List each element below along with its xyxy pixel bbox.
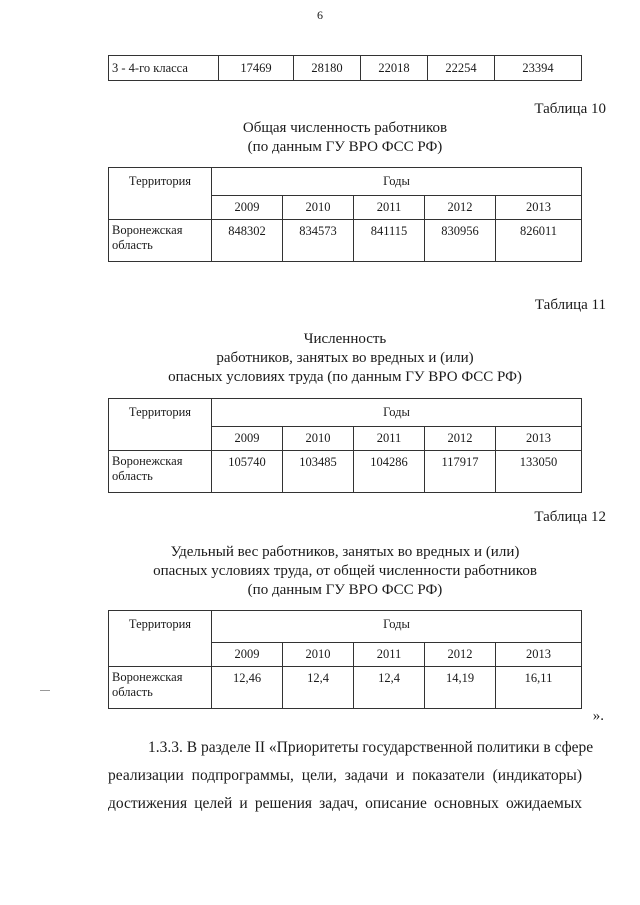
hazardous-workers-table: [108, 398, 582, 493]
region-cell: [109, 667, 212, 709]
table-caption: Таблица 12: [534, 509, 606, 525]
value-cell: 22254: [428, 56, 495, 81]
column-header-territory: Территория: [109, 168, 212, 220]
table-header-row: [109, 168, 582, 196]
table-title: [110, 543, 580, 600]
year-cell: 2013: [496, 427, 582, 451]
year-cell: 2009: [212, 427, 283, 451]
year-cell: 2012: [425, 427, 496, 451]
value-cell: 105740: [212, 451, 283, 493]
value-cell: 17469: [219, 56, 294, 81]
table-header-row: [109, 611, 582, 643]
hazardous-share-table: [108, 610, 582, 709]
table-header-row: [109, 399, 582, 427]
table-title-line: работников, занятых во вредных и (или): [216, 350, 474, 366]
value-cell: 104286: [354, 451, 425, 493]
value-cell: 23394: [495, 56, 582, 81]
value-cell: 22018: [361, 56, 428, 81]
year-cell: 2012: [425, 643, 496, 667]
year-cell: 2010: [283, 427, 354, 451]
region-line: Воронежская: [112, 670, 183, 684]
table-row: [109, 56, 582, 81]
table-title-line: (по данным ГУ ВРО ФСС РФ): [247, 139, 443, 155]
value-cell: 16,11: [496, 667, 582, 709]
value-cell: 12,46: [212, 667, 283, 709]
region-line: Воронежская: [112, 223, 183, 237]
table-caption: Таблица 11: [534, 297, 606, 313]
page-number: 6: [317, 8, 323, 22]
column-header-years: Годы: [212, 611, 582, 643]
year-cell: 2013: [496, 643, 582, 667]
region-cell: [109, 220, 212, 262]
table-row: [109, 667, 582, 709]
value-cell: 12,4: [354, 667, 425, 709]
table-title-line: опасных условиях труда, от общей численности работников: [153, 563, 537, 579]
row-label: 3 - 4-го класса: [109, 56, 219, 81]
paragraph-line: 1.3.3. В разделе II «Приоритеты государственной политики в сфере: [148, 739, 594, 756]
table-caption: Таблица 10: [534, 101, 606, 117]
year-cell: 2010: [283, 196, 354, 220]
year-cell: 2012: [425, 196, 496, 220]
workers-total-table: [108, 167, 582, 262]
table-title-line: опасных условиях труда (по данным ГУ ВРО ФСС РФ): [168, 369, 522, 385]
value-cell: 12,4: [283, 667, 354, 709]
year-cell: 2010: [283, 643, 354, 667]
region-line: область: [112, 469, 153, 483]
value-cell: 28180: [294, 56, 361, 81]
value-cell: 133050: [496, 451, 582, 493]
value-cell: 848302: [212, 220, 283, 262]
value-cell: 841115: [354, 220, 425, 262]
table-title: [110, 119, 580, 157]
value-cell: 103485: [283, 451, 354, 493]
column-header-territory: Территория: [109, 399, 212, 451]
year-cell: 2011: [354, 427, 425, 451]
value-cell: 14,19: [425, 667, 496, 709]
previous-table-fragment: [108, 55, 582, 81]
paragraph-line: достижения целей и решения задач, описание основных ожидаемых: [108, 795, 582, 812]
year-cell: 2009: [212, 196, 283, 220]
table-title: [110, 330, 580, 387]
region-line: область: [112, 685, 153, 699]
year-cell: 2009: [212, 643, 283, 667]
value-cell: 826011: [496, 220, 582, 262]
table-title-line: (по данным ГУ ВРО ФСС РФ): [247, 582, 443, 598]
column-header-years: Годы: [212, 399, 582, 427]
value-cell: 830956: [425, 220, 496, 262]
region-line: Воронежская: [112, 454, 183, 468]
margin-mark: [40, 690, 50, 691]
year-cell: 2011: [354, 643, 425, 667]
value-cell: 834573: [283, 220, 354, 262]
year-cell: 2011: [354, 196, 425, 220]
value-cell: 117917: [425, 451, 496, 493]
table-row: [109, 451, 582, 493]
table-row: [109, 220, 582, 262]
table-title-line: Общая численность работников: [242, 120, 448, 136]
region-line: область: [112, 238, 153, 252]
table-title-line: Численность: [303, 331, 387, 347]
table-title-line: Удельный вес работников, занятых во вредных и (или): [170, 544, 520, 560]
column-header-years: Годы: [212, 168, 582, 196]
region-cell: [109, 451, 212, 493]
year-cell: 2013: [496, 196, 582, 220]
closing-quote: ».: [592, 708, 604, 724]
body-paragraph: [108, 734, 594, 818]
column-header-territory: Территория: [109, 611, 212, 667]
paragraph-line: реализации подпрограммы, цели, задачи и показатели (индикаторы): [108, 767, 582, 784]
